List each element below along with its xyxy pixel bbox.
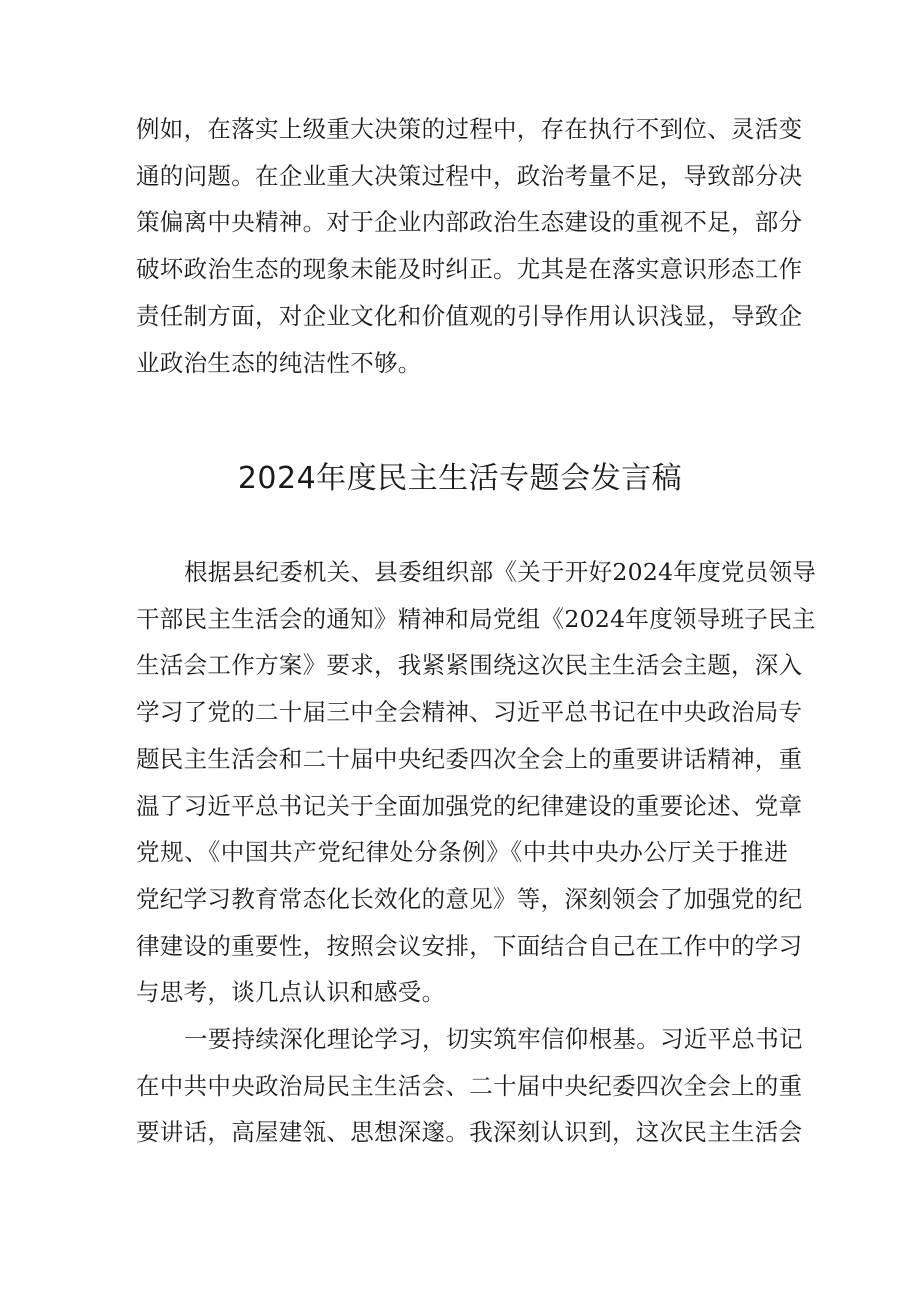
body-paragraph-line: 一要持续深化理论学习，切实筑牢信仰根基。习近平总书记 xyxy=(184,1025,803,1053)
body-paragraph-line: 律建设的重要性，按照会议安排，下面结合自己在工作中的学习 xyxy=(136,931,803,960)
body-paragraph-2 xyxy=(136,1016,803,1156)
document-title: 2024年度民主生活专题会发言稿 xyxy=(237,461,683,496)
body-paragraph-line: 与思考，谈几点认识和感受。 xyxy=(136,978,446,1007)
body-paragraph-line: 学习了党的二十届三中全会精神、习近平总书记在中央政治局专 xyxy=(136,698,803,727)
intro-paragraph-line: 策偏离中央精神。对于企业内部政治生态建设的重视不足，部分 xyxy=(136,208,803,237)
body-paragraph-line: 根据县纪委机关、县委组织部《关于开好2024年度党员领导 xyxy=(184,558,817,586)
body-paragraph-line: 在中共中央政治局民主生活会、二十届中央纪委四次全会上的重 xyxy=(136,1071,803,1100)
intro-paragraph-line: 业政治生态的纯洁性不够。 xyxy=(136,348,422,377)
intro-paragraph-line: 破坏政治生态的现象未能及时纠正。尤其是在落实意识形态工作 xyxy=(136,255,803,284)
body-paragraph-line: 生活会工作方案》要求，我紧紧围绕这次民主生活会主题，深入 xyxy=(136,651,803,680)
intro-paragraph-line: 例如，在落实上级重大决策的过程中，存在执行不到位、灵活变 xyxy=(136,115,803,143)
body-paragraph-line: 温了习近平总书记关于全面加强党的纪律建设的重要论述、党章 xyxy=(136,791,803,820)
intro-paragraph xyxy=(136,106,803,386)
intro-paragraph-line: 责任制方面，对企业文化和价值观的引导作用认识浅显，导致企 xyxy=(136,301,803,330)
intro-paragraph-line: 通的问题。在企业重大决策过程中，政治考量不足，导致部分决 xyxy=(136,161,803,190)
body-paragraph-line: 党规、《中国共产党纪律处分条例》《中共中央办公厅关于推进 xyxy=(136,838,788,867)
body-paragraph-line: 党纪学习教育常态化长效化的意见》等，深刻领会了加强党的纪 xyxy=(136,884,803,913)
body-paragraph-1 xyxy=(136,549,817,1016)
body-paragraph-line: 题民主生活会和二十届中央纪委四次全会上的重要讲话精神，重 xyxy=(136,744,803,773)
body-paragraph-line: 干部民主生活会的通知》精神和局党组《2024年度领导班子民主 xyxy=(136,604,816,633)
body-paragraph-line: 要讲话，高屋建瓴、思想深邃。我深刻认识到，这次民主生活会 xyxy=(136,1118,803,1147)
